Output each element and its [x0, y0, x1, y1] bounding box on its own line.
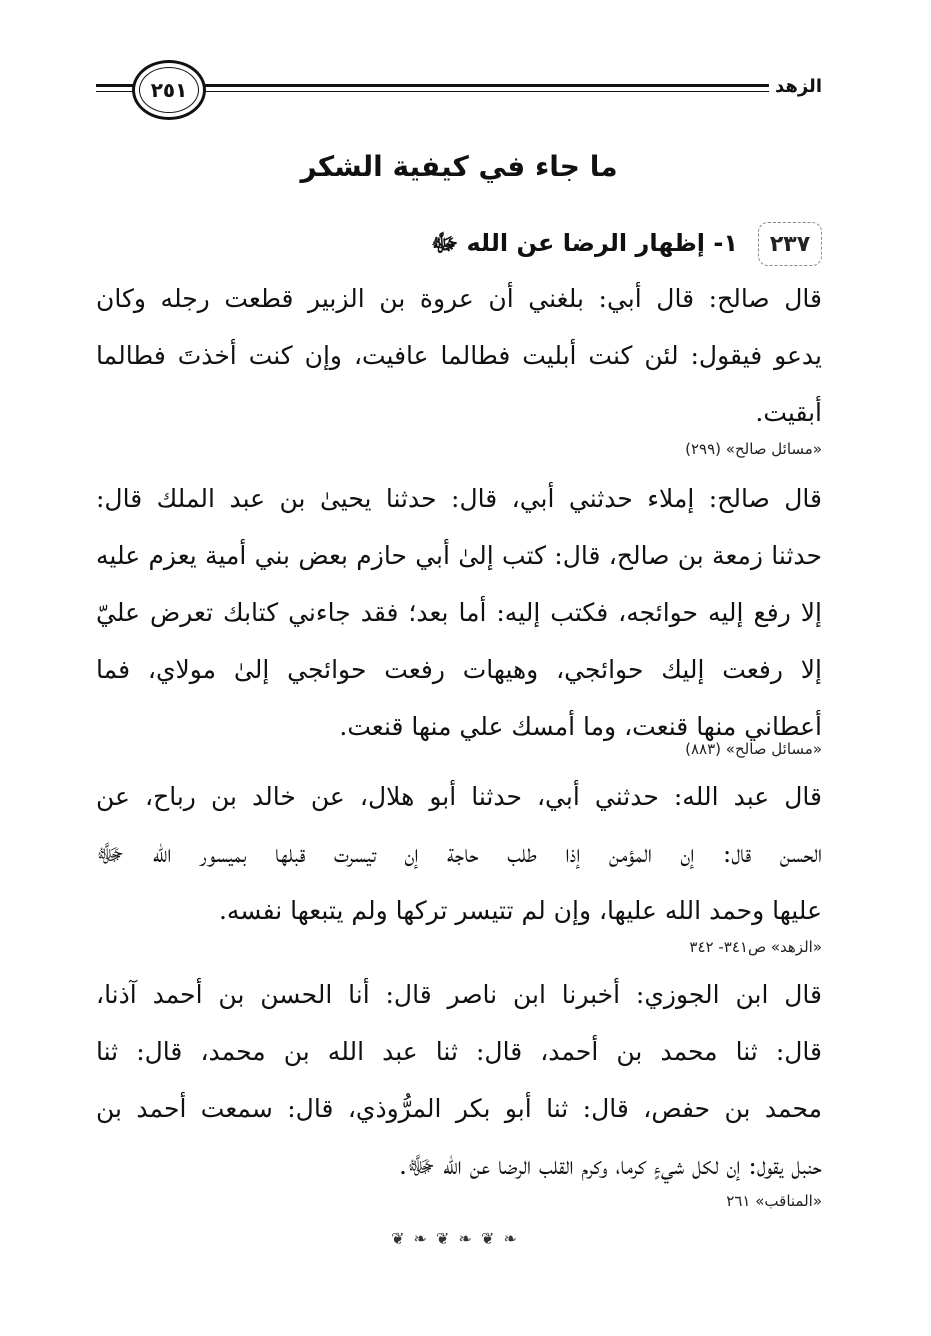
paragraph-line: إلا رفع إليه حوائجه، فكتب إليه: أما بعد؛ فقد جاءني كتابك تعرض عليّ — [96, 598, 822, 627]
entry-heading — [96, 222, 822, 270]
paragraph-line: أبقيت. — [755, 398, 822, 427]
paragraph-line: قال صالح: إملاء حدثني أبي، قال: حدثنا يحيىٰ بن عبد الملك قال: — [96, 484, 822, 513]
paragraph-line: قال: ثنا محمد بن أحمد، قال: ثنا عبد الله بن محمد، قال: ثنا — [96, 1037, 822, 1066]
source-citation-1: «مسائل صالح» (٢٩٩) — [685, 440, 822, 458]
page-number: ٢٥١ — [139, 67, 199, 113]
entry-title: ١- إظهار الرضا عن الله ﷻ — [431, 229, 738, 257]
paragraph-line: قال عبد الله: حدثني أبي، حدثنا أبو هلال، عن خالد بن رباح، عن — [96, 782, 822, 811]
paragraph-line: قال ابن الجوزي: أخبرنا ابن ناصر قال: أنا الحسن بن أحمد آذنا، — [96, 980, 822, 1009]
source-citation-2: «مسائل صالح» (٨٨٣) — [685, 740, 822, 758]
paragraph-line: إلا رفعت إليك حوائجي، وهيهات رفعت حوائجي إلىٰ مولاي، فما — [96, 655, 822, 684]
running-section-name: الزهد — [769, 76, 822, 97]
chapter-title: ما جاء في كيفية الشكر — [300, 150, 618, 183]
entry-number-badge: ٢٣٧ — [758, 222, 822, 266]
paragraph-line: حنبل يقول: إن لكل شيءٍ كرما، وكرم القلب الرضا عن الله ﷻ. — [398, 1151, 822, 1180]
paragraph-line: أعطاني منها قنعت، وما أمسك علي منها قنعت. — [339, 712, 822, 741]
paragraph-1 — [96, 270, 822, 441]
paragraph-line: حدثنا زمعة بن صالح، قال: كتب إلىٰ أبي حازم بعض بني أمية يعزم عليه — [96, 541, 822, 570]
paragraph-line: عليها وحمد الله عليها، وإن لم تتيسر تركها ولم يتبعها نفسه. — [218, 896, 822, 925]
paragraph-3 — [96, 768, 822, 939]
end-ornament: ❦ ❧ ❦ ❧ ❦ ❧ — [391, 1228, 519, 1248]
paragraph-4 — [96, 966, 822, 1194]
paragraph-line: قال صالح: قال أبي: بلغني أن عروة بن الزبير قطعت رجله وكان — [96, 284, 822, 313]
source-citation-3: «الزهد» ص٣٤١- ٣٤٢ — [689, 938, 822, 956]
paragraph-line: محمد بن حفص، قال: ثنا أبو بكر المرُّوذي، قال: سمعت أحمد بن — [96, 1094, 822, 1123]
page-number-badge — [132, 60, 206, 120]
source-citation-4: «المناقب» ٢٦١ — [726, 1192, 822, 1210]
paragraph-line: الحسن قال: إن المؤمن إذا طلب حاجة إن تيسرت قبلها بميسور الله ﷻ — [96, 839, 822, 868]
paragraph-2 — [96, 470, 822, 755]
paragraph-line: يدعو فيقول: لئن كنت أبليت فطالما عافيت، وإن كنت أخذتَ فطالما — [96, 341, 822, 370]
page-header — [96, 58, 822, 128]
